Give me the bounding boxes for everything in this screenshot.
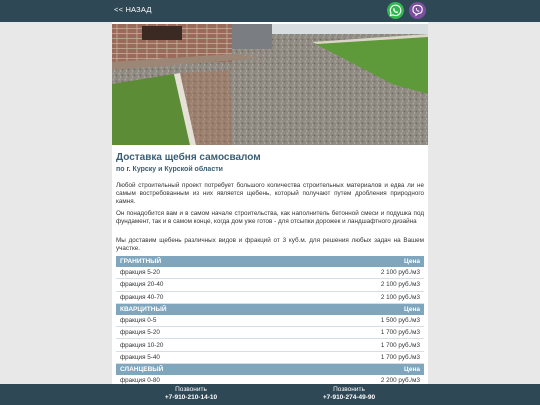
fraction-price: 2 100 руб./м3 (380, 281, 420, 289)
price-table (116, 256, 424, 387)
intro-paragraph-2: Он понадобится вам и в самом начале строительства, как наполнитель бетонной смеси и подушка под фундамент, так и в самом конце, когда дом уже готов - для отсыпки дорожек и ландшафтного дизайна (116, 210, 424, 226)
hero-image (112, 24, 428, 145)
fraction-label: фракция 10-20 (120, 341, 164, 349)
fraction-label: фракция 0-80 (120, 377, 160, 385)
viber-icon[interactable] (409, 2, 426, 19)
table-row (116, 352, 424, 364)
fraction-label: фракция 40-70 (120, 293, 164, 301)
fraction-price: 1 500 руб./м3 (380, 317, 420, 325)
price-column-label: Цена (404, 305, 420, 313)
fraction-price: 2 100 руб./м3 (380, 293, 420, 301)
price-column-label: Цена (404, 258, 420, 265)
section-header-granite (116, 256, 424, 267)
fraction-price: 2 200 руб./м3 (380, 377, 420, 385)
intro-paragraph-3: Мы доставим щебень различных видов и фракций от 3 куб.м. для решения любых задач на Вашем участке. (116, 237, 424, 253)
section-header-slate (116, 364, 424, 375)
call-label: Позвонить (175, 386, 207, 393)
section-name: СЛАНЦЕВЫЙ (120, 366, 164, 374)
fraction-label: фракция 5-20 (120, 269, 160, 277)
call-button-1[interactable] (131, 386, 251, 402)
top-bar (0, 0, 540, 22)
content-page (112, 22, 428, 384)
table-row (116, 279, 424, 291)
fraction-price: 1 700 руб./м3 (380, 341, 420, 349)
table-row (116, 267, 424, 279)
section-name: КВАРЦИТНЫЙ (120, 305, 167, 313)
fraction-price: 1 700 руб./м3 (380, 353, 420, 361)
whatsapp-icon[interactable] (387, 2, 404, 19)
call-label: Позвонить (333, 386, 365, 393)
fraction-label: фракция 5-40 (120, 353, 160, 361)
fraction-price: 1 700 руб./м3 (380, 329, 420, 337)
page-subtitle: по г. Курску и Курской области (116, 166, 223, 173)
phone-number: +7-910-210-14-10 (164, 394, 218, 401)
fraction-label: фракция 5-20 (120, 329, 160, 337)
fraction-label: фракция 0-5 (120, 317, 157, 325)
table-row (116, 339, 424, 351)
section-name: ГРАНИТНЫЙ (120, 258, 162, 265)
fraction-label: фракция 20-40 (120, 281, 164, 289)
table-row (116, 327, 424, 339)
bottom-bar (0, 384, 540, 405)
phone-number: +7-910-274-49-90 (322, 394, 376, 401)
table-row (116, 292, 424, 304)
section-header-quartzite (116, 304, 424, 315)
intro-paragraph-1: Любой строительный проект потребует большого количества строительных материалов и едва ли не самым востребованным из них является щебень, который получают путем дробления природного камня. (116, 182, 424, 206)
back-link[interactable]: << НАЗАД (114, 5, 152, 14)
table-row (116, 315, 424, 327)
price-column-label: Цена (404, 366, 420, 374)
fraction-price: 2 100 руб./м3 (380, 269, 420, 277)
call-button-2[interactable] (289, 386, 409, 402)
page-title: Доставка щебня самосвалом (116, 152, 261, 163)
